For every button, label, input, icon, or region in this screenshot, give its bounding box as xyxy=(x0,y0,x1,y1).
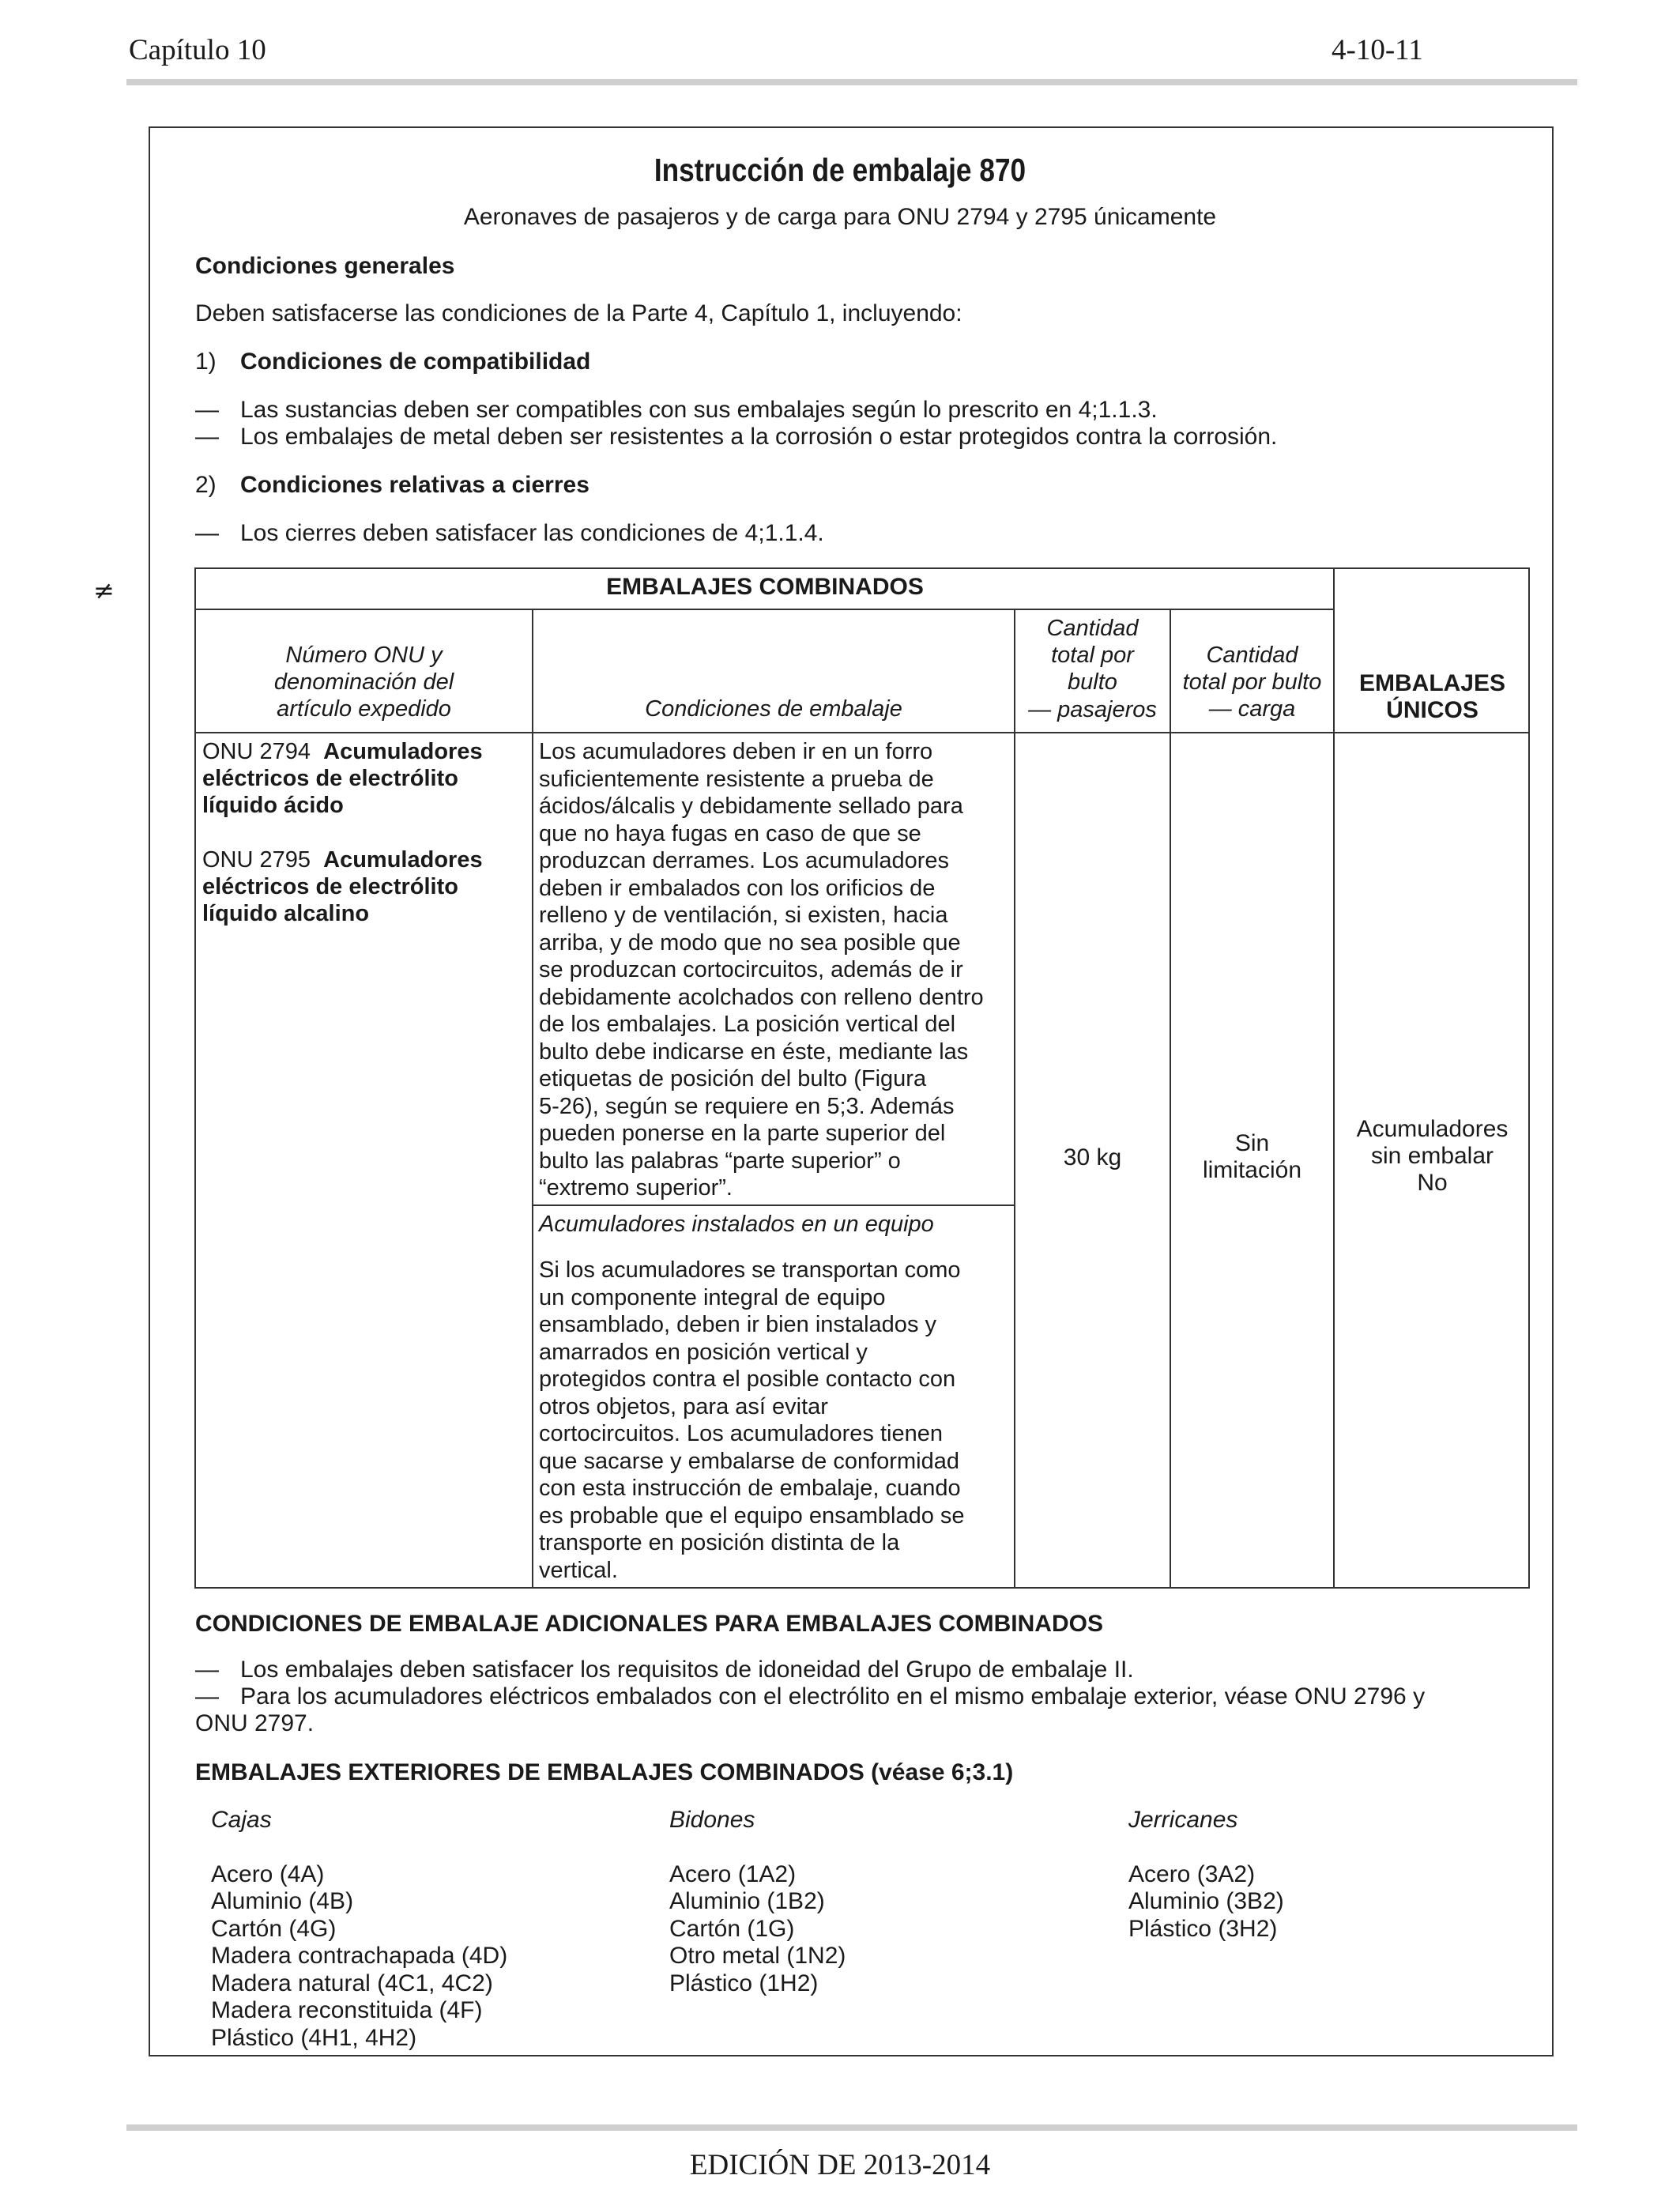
single-packaging: sin embalar xyxy=(1370,1143,1494,1170)
bidones-item: Otro metal (1N2) xyxy=(669,1943,846,1969)
additional-item: Los embalajes deben satisfacer los requisitos de idoneidad del Grupo de embalaje II. xyxy=(240,1657,1134,1683)
condition-2-title: Condiciones relativas a cierres xyxy=(240,472,590,498)
condition-1-item: Las sustancias deben ser compatibles con sus embalajes según lo prescrito en 4;1.1.3. xyxy=(240,397,1158,423)
single-packaging: Acumuladores xyxy=(1356,1116,1509,1142)
dash-mark: — xyxy=(195,397,219,423)
footer-rule xyxy=(126,2124,1577,2131)
cargo-quantity: limitación xyxy=(1202,1157,1302,1184)
conditions-line: pueden ponerse en la parte superior del xyxy=(539,1121,946,1146)
condition-1-title: Condiciones de compatibilidad xyxy=(240,349,591,375)
conditions-line: debidamente acolchados con relleno dentro xyxy=(539,984,984,1010)
cajas-item: Madera contrachapada (4D) xyxy=(211,1943,508,1969)
conditions-line: “extremo superior”. xyxy=(539,1175,733,1201)
col-header-un: Número ONU y xyxy=(285,643,443,668)
bidones-title: Bidones xyxy=(669,1807,755,1833)
outer-heading: EMBALAJES EXTERIORES DE EMBALAJES COMBINADOS (véase 6;3.1) xyxy=(195,1759,1014,1785)
jerricanes-column xyxy=(1128,1807,1284,1943)
conditions-line: un componente integral de equipo xyxy=(539,1284,886,1310)
col-header-cargo: Cantidad xyxy=(1206,643,1298,668)
dash-mark: — xyxy=(195,424,219,450)
cajas-column xyxy=(211,1807,507,2052)
col-header-pax: total por xyxy=(1051,643,1134,669)
bidones-column xyxy=(669,1807,846,1997)
jerricanes-item: Plástico (3H2) xyxy=(1128,1915,1278,1942)
col-header-cargo: — carga xyxy=(1208,696,1296,722)
un-number: ONU 2795 xyxy=(202,846,311,873)
col-header-cargo: total por bulto xyxy=(1182,669,1322,696)
conditions-line: con esta instrucción de embalaje, cuando xyxy=(539,1476,961,1501)
un-name: eléctricos de electrólito xyxy=(202,766,458,792)
un-name: Acumuladores xyxy=(323,846,483,873)
conditions-line: es probable que el equipo ensamblado se xyxy=(539,1502,965,1529)
edition-footer: EDICIÓN DE 2013-2014 xyxy=(689,2149,991,2181)
conditions-line: cortocircuitos. Los acumuladores tienen xyxy=(539,1421,943,1446)
conditions-line: amarrados en posición vertical y xyxy=(539,1339,868,1365)
cajas-item: Plástico (4H1, 4H2) xyxy=(211,2024,417,2051)
bidones-item: Cartón (1G) xyxy=(669,1915,795,1942)
col-header-pax: Cantidad xyxy=(1046,616,1139,641)
additional-item: Para los acumuladores eléctricos embalados con el electrólito en el mismo embalaje exterior, véase ONU 2796 y xyxy=(240,1683,1426,1710)
cajas-item: Cartón (4G) xyxy=(211,1915,337,1942)
un-name: eléctricos de electrólito xyxy=(202,873,458,899)
col-header-pax: — pasajeros xyxy=(1028,696,1157,722)
conditions-line: produzcan derrames. Los acumuladores xyxy=(539,848,950,873)
page-title: Instrucción de embalaje 870 xyxy=(654,152,1026,188)
condition-2-item: Los cierres deben satisfacer las condiciones de 4;1.1.4. xyxy=(240,520,824,546)
col-header-conditions: Condiciones de embalaje xyxy=(645,696,902,722)
installed-conditions xyxy=(539,1257,1013,1584)
un-name: líquido ácido xyxy=(202,793,344,819)
un-name: líquido alcalino xyxy=(202,901,370,927)
col-header-un: denominación del xyxy=(273,669,454,696)
conditions-line: ácidos/álcalis y debidamente sellado para xyxy=(539,794,963,819)
additional-heading: CONDICIONES DE EMBALAJE ADICIONALES PARA EMBALAJES COMBINADOS xyxy=(195,1611,1103,1637)
cajas-item: Aluminio (4B) xyxy=(211,1888,354,1914)
cajas-item: Madera natural (4C1, 4C2) xyxy=(211,1970,493,1996)
conditions-line: bulto las palabras “parte superior” o xyxy=(539,1148,901,1174)
conditions-line: transporte en posición distinta de la xyxy=(539,1530,900,1555)
col-header-pax: bulto xyxy=(1068,669,1117,696)
cargo-quantity: Sin xyxy=(1234,1130,1270,1156)
dash-mark: — xyxy=(195,520,219,546)
conditions-line: Si los acumuladores se transportan como xyxy=(539,1257,961,1283)
general-intro: Deben satisfacerse las condiciones de la Parte 4, Capítulo 1, incluyendo: xyxy=(195,300,962,326)
jerricanes-title: Jerricanes xyxy=(1128,1807,1238,1833)
bidones-item: Plástico (1H2) xyxy=(669,1970,819,1996)
conditions-line: suficientemente resistente a prueba de xyxy=(539,766,934,792)
conditions-line: deben ir embalados con los orificios de xyxy=(539,875,936,901)
condition-1-item: Los embalajes de metal deben ser resistentes a la corrosión o estar protegidos contra la corrosión. xyxy=(240,424,1278,450)
single-packaging: No xyxy=(1417,1170,1448,1197)
un-number: ONU 2794 xyxy=(202,739,311,764)
conditions-line: Los acumuladores deben ir en un forro xyxy=(539,739,933,764)
conditions-line: bulto debe indicarse en éste, mediante las xyxy=(539,1039,969,1065)
un-name: Acumuladores xyxy=(323,739,483,764)
pax-quantity: 30 kg xyxy=(1063,1144,1122,1171)
group-header: EMBALAJES COMBINADOS xyxy=(606,574,924,600)
conditions-line: que no haya fugas en caso de que se xyxy=(539,820,921,846)
page-subtitle: Aeronaves de pasajeros y de carga para ONU 2794 y 2795 únicamente xyxy=(463,204,1217,230)
conditions-line: vertical. xyxy=(539,1557,618,1583)
additional-item-continuation: ONU 2797. xyxy=(195,1710,315,1736)
condition-2-number: 2) xyxy=(195,472,217,498)
dash-mark: — xyxy=(195,1657,219,1683)
revision-mark: ≠ xyxy=(93,575,115,605)
packaging-table xyxy=(194,567,1530,1589)
bidones-item: Aluminio (1B2) xyxy=(669,1888,825,1914)
dash-mark: — xyxy=(195,1683,219,1710)
conditions-line: arriba, y de modo que no sea posible que xyxy=(539,929,961,956)
cajas-title: Cajas xyxy=(211,1807,272,1833)
general-heading: Condiciones generales xyxy=(195,253,455,279)
cajas-item: Madera reconstituida (4F) xyxy=(211,1997,483,2023)
conditions-line: etiquetas de posición del bulto (Figura xyxy=(539,1066,927,1091)
conditions-line: otros objetos, para así evitar xyxy=(539,1393,828,1419)
col-header-single: ÚNICOS xyxy=(1386,697,1478,724)
col-header-single: EMBALAJES xyxy=(1358,670,1506,696)
conditions-line: de los embalajes. La posición vertical del xyxy=(539,1012,956,1037)
cajas-item: Acero (4A) xyxy=(211,1860,325,1887)
header-rule xyxy=(126,79,1577,85)
condition-1-number: 1) xyxy=(195,349,217,375)
conditions-line: 5-26), según se requiere en 5;3. Además xyxy=(539,1093,955,1119)
bidones-item: Acero (1A2) xyxy=(669,1860,797,1887)
packing-conditions xyxy=(539,738,1013,1202)
conditions-line: se produzcan cortocircuitos, además de ir xyxy=(539,957,963,982)
conditions-line: relleno y de ventilación, si existen, hacia xyxy=(539,903,948,928)
page-reference: 4-10-11 xyxy=(1332,34,1423,66)
jerricanes-item: Aluminio (3B2) xyxy=(1128,1888,1284,1914)
col-header-un: artículo expedido xyxy=(277,696,451,722)
conditions-line: protegidos contra el posible contacto con xyxy=(539,1367,956,1392)
installed-heading: Acumuladores instalados en un equipo xyxy=(539,1212,934,1237)
jerricanes-item: Acero (3A2) xyxy=(1128,1860,1256,1887)
conditions-line: ensamblado, deben ir bien instalados y xyxy=(539,1312,936,1337)
chapter-label: Capítulo 10 xyxy=(129,34,266,66)
conditions-line: que sacarse y embalarse de conformidad xyxy=(539,1448,959,1474)
